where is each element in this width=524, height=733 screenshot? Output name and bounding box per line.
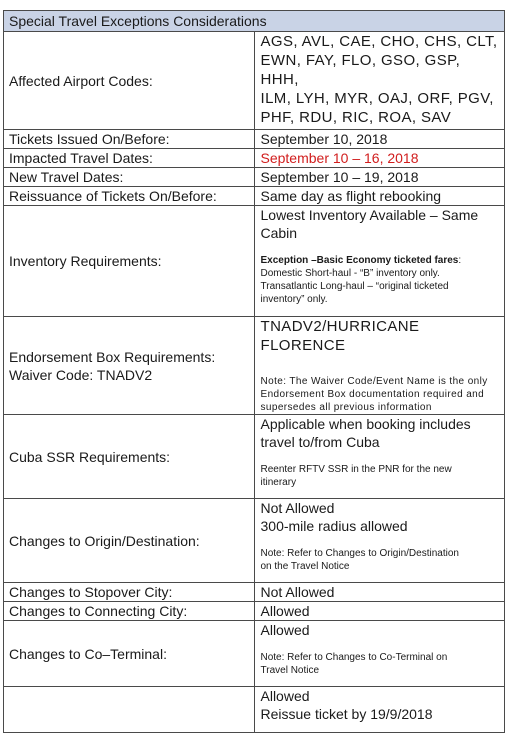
coterminal-note-line: Note: Refer to Changes to Co-Terminal on <box>260 652 448 663</box>
row-label-issued: Tickets Issued On/Before: <box>4 130 255 149</box>
row-label-airports: Affected Airport Codes: <box>4 32 255 130</box>
coterminal-note-line: Travel Notice <box>260 665 320 676</box>
row-value-connecting: Allowed <box>254 602 505 621</box>
origin-line: Not Allowed <box>260 500 335 516</box>
table-row-new-dates <box>4 168 505 187</box>
airport-line: ILM, LYH, MYR, OAJ, ORF, PGV, <box>260 90 494 107</box>
endorsement-label-line: Endorsement Box Requirements: <box>9 348 216 365</box>
row-label-impacted: Impacted Travel Dates: <box>4 149 255 168</box>
origin-note-line: Note: Refer to Changes to Origin/Destination <box>260 548 459 559</box>
table-row-airports <box>4 32 505 130</box>
table-row-impacted <box>4 149 505 168</box>
table-row-reissuance <box>4 187 505 206</box>
last-line: Reissue ticket by 19/9/2018 <box>260 706 433 722</box>
row-value-last <box>254 687 505 733</box>
endorsement-note-line: supersedes all previous information <box>260 402 432 413</box>
row-value-inventory <box>254 206 505 317</box>
row-label-endorsement <box>4 317 255 415</box>
cuba-line: travel to/from Cuba <box>260 434 380 450</box>
airport-line: PHF, RDU, RIC, ROA, SAV <box>260 109 452 126</box>
last-line: Allowed <box>260 688 310 704</box>
table-row-cuba <box>4 415 505 499</box>
endorsement-note-line: Endorsement Box documentation required and <box>260 389 485 400</box>
table-row-origin <box>4 499 505 583</box>
inventory-detail: Domestic Short-haul - “B” inventory only. <box>260 268 440 279</box>
origin-line: 300-mile radius allowed <box>260 518 408 534</box>
row-label-reissuance: Reissuance of Tickets On/Before: <box>4 187 255 206</box>
inventory-detail: Transatlantic Long-haul – “original ticketed <box>260 281 449 292</box>
row-value-new-dates: September 10 – 19, 2018 <box>254 168 505 187</box>
origin-note-line: on the Travel Notice <box>260 561 350 572</box>
row-label-coterminal: Changes to Co–Terminal: <box>4 621 255 687</box>
row-label-inventory: Inventory Requirements: <box>4 206 255 317</box>
table-row-connecting <box>4 602 505 621</box>
row-value-airports <box>254 32 505 130</box>
endorsement-value-line: TNADV2/HURRICANE <box>260 318 420 335</box>
row-label-connecting: Changes to Connecting City: <box>4 602 255 621</box>
inventory-detail: inventory” only. <box>260 294 328 305</box>
row-label-origin: Changes to Origin/Destination: <box>4 499 255 583</box>
cuba-line: Applicable when booking includes <box>260 416 471 432</box>
row-value-endorsement <box>254 317 505 415</box>
travel-exceptions-document <box>3 10 505 733</box>
table-row-issued <box>4 130 505 149</box>
row-value-reissuance: Same day as flight rebooking <box>254 187 505 206</box>
row-value-coterminal <box>254 621 505 687</box>
table-row-last <box>4 687 505 733</box>
cuba-note-line: Reenter RFTV SSR in the PNR for the new <box>260 464 452 475</box>
inventory-line: Cabin <box>260 225 298 241</box>
cuba-note-line: itinerary <box>260 477 297 488</box>
row-value-impacted: September 10 – 16, 2018 <box>254 149 505 168</box>
airport-line: EWN, FAY, FLO, GSO, GSP, HHH, <box>260 52 461 88</box>
exception-colon: : <box>458 255 462 266</box>
table-row-coterminal <box>4 621 505 687</box>
row-value-issued: September 10, 2018 <box>254 130 505 149</box>
row-value-cuba <box>254 415 505 499</box>
row-value-origin <box>254 499 505 583</box>
exception-heading: Exception –Basic Economy ticketed fares <box>260 255 459 266</box>
inventory-exception <box>261 254 500 267</box>
airport-line: AGS, AVL, CAE, CHO, CHS, CLT, <box>260 33 498 50</box>
endorsement-note-line: Note: The Waiver Code/Event Name is the only <box>260 376 488 387</box>
row-label-stopover: Changes to Stopover City: <box>4 583 255 602</box>
table-row-stopover <box>4 583 505 602</box>
row-value-stopover: Not Allowed <box>254 583 505 602</box>
table-title: Special Travel Exceptions Considerations <box>4 11 505 32</box>
row-label-new-dates: New Travel Dates: <box>4 168 255 187</box>
table-header-row <box>4 11 505 32</box>
inventory-line: Lowest Inventory Available – Same <box>260 207 479 223</box>
row-label-cuba: Cuba SSR Requirements: <box>4 415 255 499</box>
exceptions-table <box>3 10 505 733</box>
coterminal-line: Allowed <box>260 622 310 638</box>
row-label-last <box>4 687 255 733</box>
table-row-endorsement <box>4 317 505 415</box>
endorsement-value-line: FLORENCE <box>260 337 346 354</box>
table-row-inventory <box>4 206 505 317</box>
endorsement-label-line: Waiver Code: TNADV2 <box>9 366 153 383</box>
